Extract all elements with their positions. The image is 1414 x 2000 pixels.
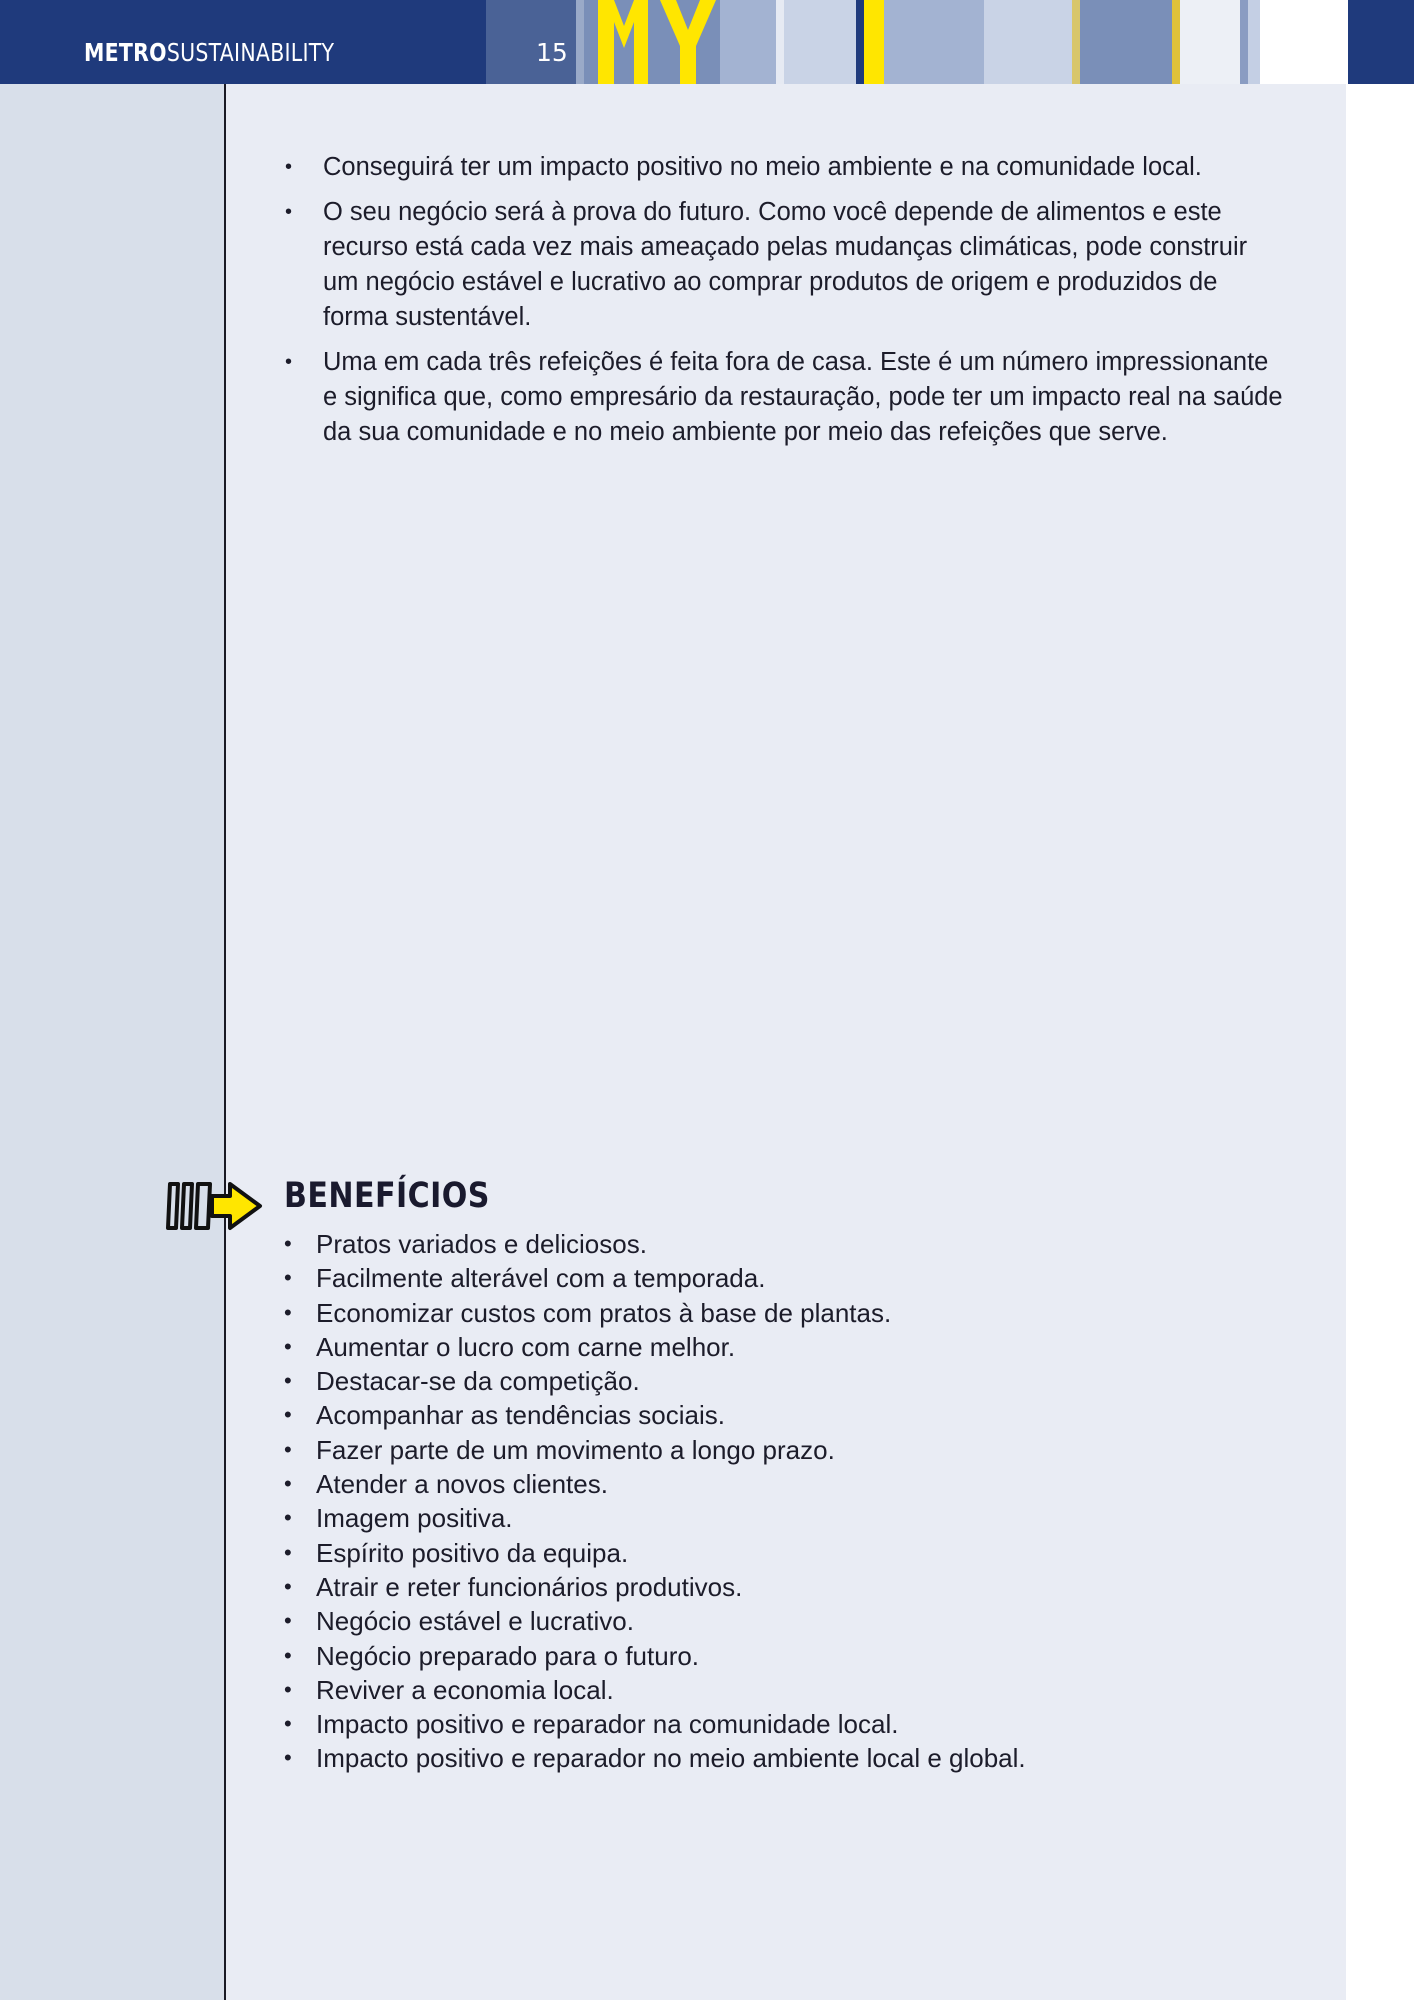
header-stripe <box>1080 0 1172 84</box>
brand-light: SUSTAINABILITY <box>166 38 335 67</box>
page-header <box>0 0 1414 84</box>
list-item: • Atender a novos clientes. <box>284 1467 1184 1501</box>
list-item: • Acompanhar as tendências sociais. <box>284 1398 1184 1432</box>
header-stripe <box>784 0 856 84</box>
header-stripe <box>1240 0 1248 84</box>
header-stripe <box>1072 0 1080 84</box>
list-item: • Aumentar o lucro com carne melhor. <box>284 1330 1184 1364</box>
list-item: • Atrair e reter funcionários produtivos. <box>284 1570 1184 1604</box>
benefits-heading: BENEFÍCIOS <box>284 1176 490 1216</box>
list-item: • Imagem positiva. <box>284 1501 1184 1535</box>
list-item: • Economizar custos com pratos à base de plantas. <box>284 1296 1184 1330</box>
header-stripe <box>1172 0 1180 84</box>
list-item: • Destacar-se da competição. <box>284 1364 1184 1398</box>
benefits-list <box>284 1227 1184 1776</box>
list-item: • Impacto positivo e reparador na comunidade local. <box>284 1707 1184 1741</box>
header-stripe <box>864 0 884 84</box>
brand-bold: METRO <box>84 38 167 67</box>
list-item: • Conseguirá ter um impacto positivo no meio ambiente e na comunidade local. <box>285 150 1285 185</box>
brand-logo-text <box>84 38 334 67</box>
list-item: • Pratos variados e deliciosos. <box>284 1227 1184 1261</box>
intro-bullet-list <box>285 150 1285 460</box>
list-item: • Negócio estável e lucrativo. <box>284 1604 1184 1638</box>
list-item: • Negócio preparado para o futuro. <box>284 1639 1184 1673</box>
arrow-right-icon <box>164 1178 266 1234</box>
header-right-block <box>1348 0 1414 84</box>
list-item: • Uma em cada três refeições é feita fora de casa. Este é um número impressionante e significa que, como empresário da restauração, pode ter um impacto real na saúde da sua comunidade e no meio ambiente por meio das refeições que serve. <box>285 345 1285 450</box>
list-item: • Facilmente alterável com a temporada. <box>284 1261 1184 1295</box>
header-stripe <box>884 0 984 84</box>
header-stripe <box>984 0 1072 84</box>
header-stripe <box>1180 0 1240 84</box>
my-logo-icon <box>584 0 720 84</box>
header-stripe <box>776 0 784 84</box>
header-stripe <box>576 0 584 84</box>
page-number: 15 <box>536 38 568 67</box>
vertical-divider <box>224 84 226 2000</box>
left-margin-band <box>0 84 224 2000</box>
list-item: • Impacto positivo e reparador no meio ambiente local e global. <box>284 1741 1184 1775</box>
list-item: • Reviver a economia local. <box>284 1673 1184 1707</box>
list-item: • Fazer parte de um movimento a longo prazo. <box>284 1433 1184 1467</box>
list-item: • Espírito positivo da equipa. <box>284 1536 1184 1570</box>
list-item: • O seu negócio será à prova do futuro. Como você depende de alimentos e este recurso está cada vez mais ameaçado pelas mudanças climáticas, pode construir um negócio estável e lucrativo ao comprar produtos de origem e produzidos de forma sustentável. <box>285 195 1285 335</box>
header-stripe <box>720 0 776 84</box>
header-stripe <box>1248 0 1260 84</box>
header-stripe <box>856 0 864 84</box>
